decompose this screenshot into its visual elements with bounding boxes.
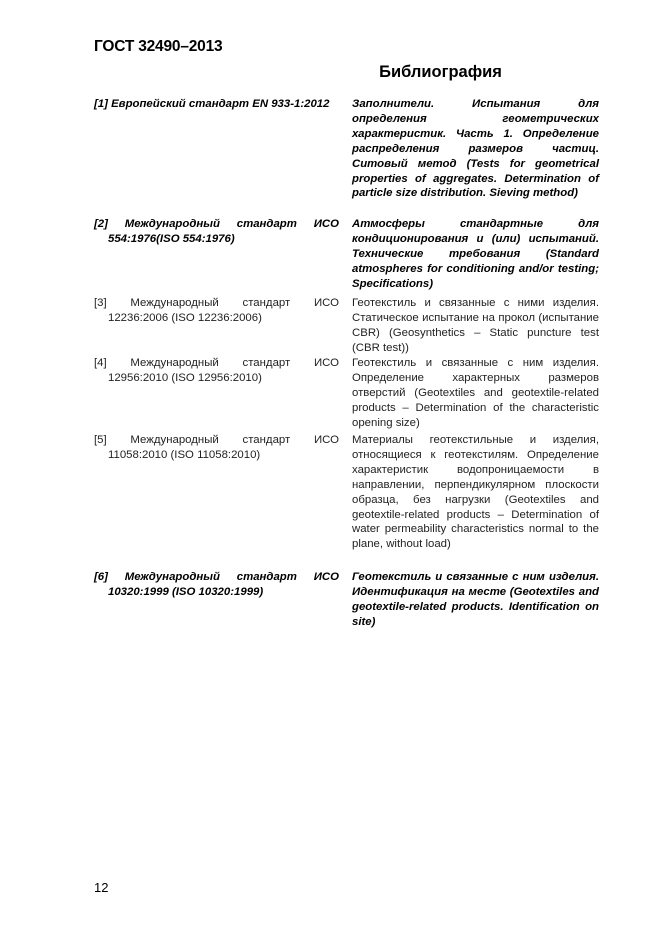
- bibliography-entry-3: [94, 296, 599, 356]
- entry-reference: [1] Европейский стандарт EN 933-1:2012: [94, 98, 330, 110]
- entry-description: Геотекстиль и связанные с ним изделия. Идентификация на месте (Geotextiles and geotextile-related products. Identification on site): [352, 571, 599, 628]
- bibliography-entry-4: [94, 356, 599, 433]
- entry-reference: [3] Международный стандарт ИСО 12236:2006 (ISO 12236:2006): [94, 297, 339, 324]
- entry-description: Геотекстиль и связанные с ним изделия. Определение характерных размеров отверстий (Geotextiles and geotextile-related products – Determination of the characteristic opening size): [352, 357, 599, 429]
- entry-reference: [5] Международный стандарт ИСО 11058:2010 (ISO 11058:2010): [94, 434, 339, 461]
- bibliography-entry-2: [94, 217, 599, 296]
- page-number: 12: [94, 880, 109, 895]
- entry-description: Атмосферы стандартные для кондиционирования и (или) испытаний. Технические требования (Standard atmospheres for conditioning and/or testing; Specifications): [352, 218, 599, 290]
- entry-reference: [6] Международный стандарт ИСО 10320:1999 (ISO 10320:1999): [94, 571, 339, 598]
- entry-description: Материалы геотекстильные и изделия, относящиеся к геотекстилям. Определение характеристик водопроницаемости в направлении, перпендикулярном плоскости образца, без нагрузки (Geotextiles and geotextile-related products – Determination of water permeability characteristics normal to the plane, without load): [352, 434, 599, 551]
- bibliography-entry-1: [94, 97, 599, 217]
- entry-reference: [4] Международный стандарт ИСО 12956:2010 (ISO 12956:2010): [94, 357, 339, 384]
- bibliography-entry-5: [94, 433, 599, 570]
- entry-description: Геотекстиль и связанные с ними изделия. Статическое испытание на прокол (испытание CBR) (Geosynthetics – Static puncture test (CBR test)): [352, 297, 599, 354]
- bibliography-entry-6: [94, 570, 599, 630]
- bibliography-list: [94, 97, 599, 630]
- bibliography-title: Библиография: [379, 63, 502, 81]
- entry-description: Заполнители. Испытания для определения геометрических характеристик. Часть 1. Определение распределения размеров частиц. Ситовый метод (Tests for geometrical properties of aggregates. Determination of particle size distribution. Sieving method): [352, 98, 599, 200]
- document-header: ГОСТ 32490–2013: [94, 38, 223, 55]
- entry-reference: [2] Международный стандарт ИСО 554:1976(ISO 554:1976): [94, 218, 339, 245]
